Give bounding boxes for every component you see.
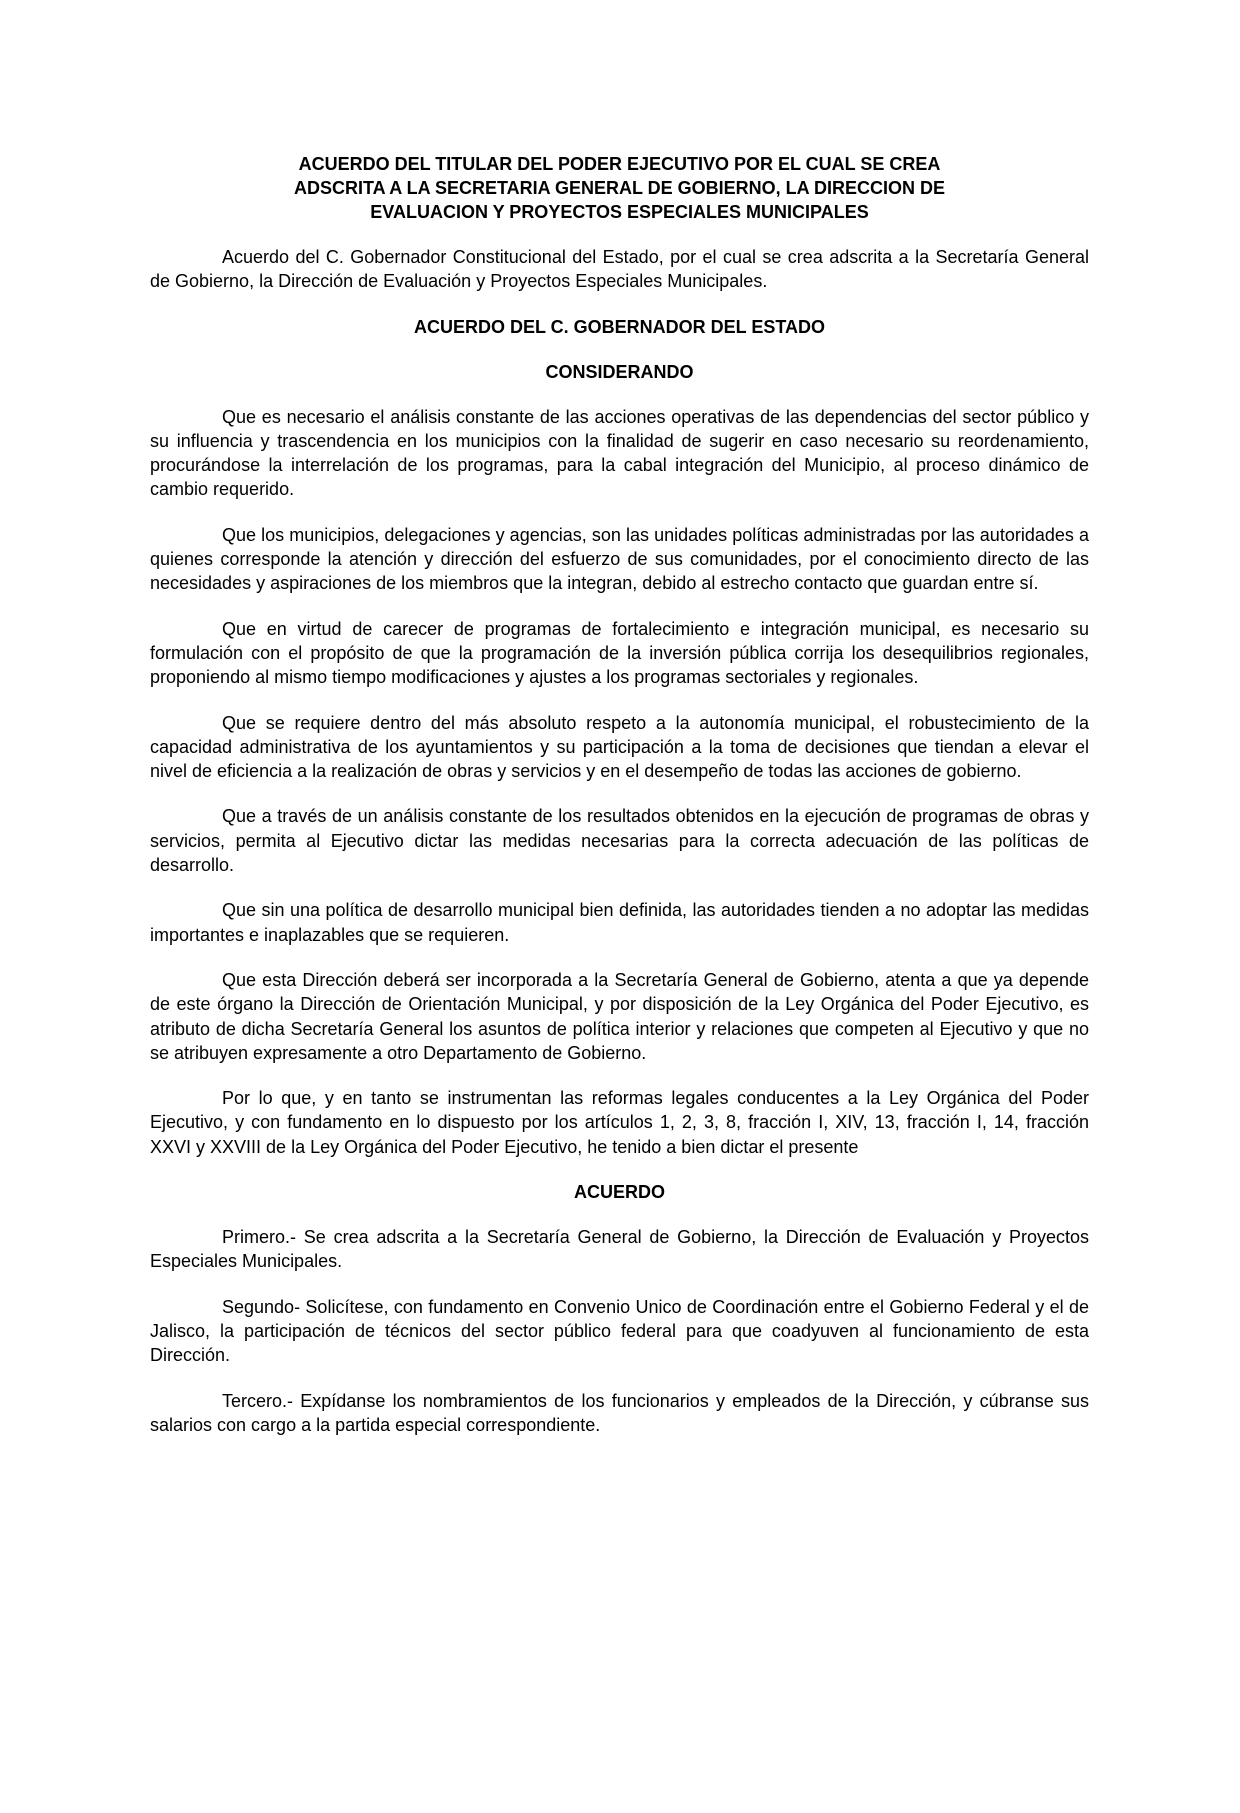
considerando-paragraph: Que se requiere dentro del más absoluto respeto a la autonomía municipal, el robustecimiento de la capacidad administrativa de los ayuntamientos y su participación a la toma de decisiones que tiendan a elevar el nivel de eficiencia a la realización de obras y servicios y en el desempeño de todas las acciones de gobierno.: [150, 712, 1089, 782]
governor-heading: ACUERDO DEL C. GOBERNADOR DEL ESTADO: [413, 316, 826, 337]
article-second: Segundo- Solicítese, con fundamento en Convenio Unico de Coordinación entre el Gobierno Federal y el de Jalisco, la participación de técnicos del sector público federal para que coadyuven al funcionamiento de esta Dirección.: [150, 1296, 1089, 1366]
considerando-heading: CONSIDERANDO: [545, 361, 694, 382]
considerando-paragraph: Que sin una política de desarrollo municipal bien definida, las autoridades tienden a no adoptar las medidas importantes e inaplazables que se requieren.: [150, 900, 1089, 945]
article-third: Tercero.- Expídanse los nombramientos de los funcionarios y empleados de la Dirección, y cúbranse sus salarios con cargo a la partida especial correspondiente.: [150, 1390, 1089, 1435]
considerando-paragraph: Que los municipios, delegaciones y agencias, son las unidades políticas administradas por las autoridades a quienes corresponde la atención y dirección del esfuerzo de sus comunidades, por el conocimiento directo de las necesidades y aspiraciones de los miembros que la integran, debido al estrecho contacto que guardan entre sí.: [150, 524, 1089, 594]
considerando-paragraph: Que esta Dirección deberá ser incorporada a la Secretaría General de Gobierno, atenta a que ya depende de este órgano la Dirección de Orientación Municipal, y por disposición de la Ley Orgánica del Poder Ejecutivo, es atributo de dicha Secretaría General los asuntos de política interior y relaciones que competen al Ejecutivo y que no se atribuyen expresamente a otro Departamento de Gobierno.: [150, 969, 1089, 1063]
title-line: ACUERDO DEL TITULAR DEL PODER EJECUTIVO POR EL CUAL SE CREA: [298, 154, 941, 174]
considerando-paragraph: Que es necesario el análisis constante de las acciones operativas de las dependencias del sector público y su influencia y trascendencia en los municipios con la finalidad de sugerir en caso necesario su reordenamiento, procurándose la interrelación de los programas, para la cabal integración del Municipio, al proceso dinámico de cambio requerido.: [150, 406, 1089, 500]
considerando-paragraph: Que en virtud de carecer de programas de fortalecimiento e integración municipal, es necesario su formulación con el propósito de que la programación de la inversión pública corrija los desequilibrios regionales, proponiendo al mismo tiempo modificaciones y ajustes a los programas sectoriales y regionales.: [150, 618, 1089, 688]
document-page: [150, 152, 1089, 1458]
title-line: ADSCRITA A LA SECRETARIA GENERAL DE GOBIERNO, LA DIRECCION DE: [293, 178, 946, 198]
considerando-paragraph: Que a través de un análisis constante de los resultados obtenidos en la ejecución de programas de obras y servicios, permita al Ejecutivo dictar las medidas necesarias para la correcta adecuación de las políticas de desarrollo.: [150, 806, 1089, 876]
considerando-paragraph: Por lo que, y en tanto se instrumentan las reformas legales conducentes a la Ley Orgánica del Poder Ejecutivo, y con fundamento en lo dispuesto por los artículos 1, 2, 3, 8, fracción I, XIV, 13, fracción I, 14, fracción XXVI y XXVIII de la Ley Orgánica del Poder Ejecutivo, he tenido a bien dictar el presente: [150, 1088, 1089, 1157]
document-title: [150, 152, 1089, 224]
article-first: Primero.- Se crea adscrita a la Secretaría General de Gobierno, la Dirección de Evaluación y Proyectos Especiales Municipales.: [150, 1227, 1089, 1272]
intro-paragraph: Acuerdo del C. Gobernador Constitucional del Estado, por el cual se crea adscrita a la Secretaría General de Gobierno, la Dirección de Evaluación y Proyectos Especiales Municipales.: [150, 247, 1089, 292]
title-line: EVALUACION Y PROYECTOS ESPECIALES MUNICIPALES: [370, 202, 869, 222]
acuerdo-heading: ACUERDO: [573, 1182, 665, 1203]
